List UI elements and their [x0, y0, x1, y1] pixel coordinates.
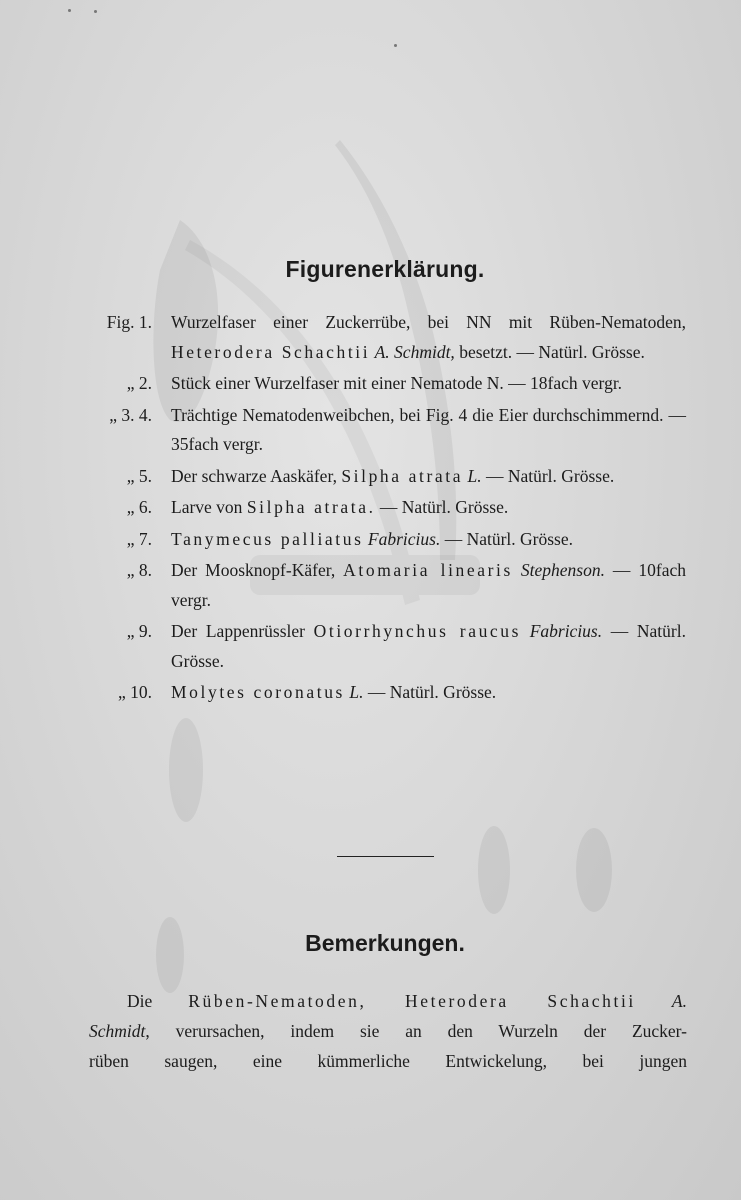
figure-description	[171, 308, 686, 367]
figure-description	[171, 617, 686, 676]
figure-number: „ 9.	[126, 621, 152, 641]
text-run: rüben saugen, eine kümmerliche Entwickelung, bei jungen	[89, 1051, 687, 1071]
figure-number: „ 8.	[126, 560, 152, 580]
text-run: Die	[127, 991, 189, 1011]
text-run: — Natürl. Grösse.	[481, 465, 615, 486]
author-name: Stephenson.	[520, 560, 605, 580]
text-run: — 10fach vergr.	[171, 560, 686, 610]
paragraph-line	[89, 1016, 687, 1046]
figure-entry	[0, 462, 741, 492]
figure-entry	[0, 525, 741, 555]
figure-number: „ 6.	[126, 497, 152, 517]
text-run: — Natürl. Grösse.	[440, 528, 574, 549]
figure-description	[171, 401, 686, 460]
figure-number: „ 10.	[117, 682, 152, 702]
speck	[94, 10, 97, 13]
figure-list	[0, 308, 741, 710]
text-run: Stück einer Wurzelfaser mit einer Nematode N. — 18fach vergr.	[171, 373, 623, 393]
species-name: Otiorrhynchus raucus	[313, 621, 522, 641]
author-name: L.	[467, 465, 482, 486]
species-name: Rüben-Nematoden, Heterodera Schachtii	[188, 991, 636, 1011]
species-name: Tanymecus palliatus	[171, 528, 364, 549]
figure-number: „ 5.	[126, 465, 152, 486]
figure-number: „ 2.	[126, 373, 152, 393]
species-name: Molytes coronatus	[171, 682, 345, 702]
figure-entry	[0, 556, 741, 615]
species-name: Silpha atrata.	[246, 497, 376, 517]
remarks-heading: Bemerkungen.	[305, 930, 465, 956]
figure-entry	[0, 308, 741, 367]
figure-description	[171, 678, 686, 708]
author-name: A.	[671, 991, 687, 1011]
author-name: Fabricius.	[529, 621, 603, 641]
paragraph-line	[89, 1046, 687, 1076]
author-name: Fabricius.	[367, 528, 441, 549]
text-run: — Natürl. Grösse.	[363, 682, 497, 702]
text-run: — Natürl. Grösse.	[171, 621, 686, 671]
figure-description	[171, 525, 686, 555]
figure-description	[171, 369, 686, 399]
figure-description	[171, 556, 686, 615]
paragraph-line	[89, 986, 687, 1016]
text-run: Der Lappenrüssler	[171, 621, 314, 641]
figure-entry	[0, 493, 741, 523]
text-run	[513, 560, 521, 580]
text-run: , verursachen, indem sie an den Wurzeln der Zucker-	[145, 1021, 687, 1041]
figure-entry	[0, 401, 741, 460]
text-run: Larve von	[171, 497, 247, 517]
figure-description	[171, 493, 686, 523]
species-name: Silpha atrata	[341, 465, 464, 486]
text-run	[521, 621, 530, 641]
figure-entry	[0, 617, 741, 676]
text-run: Wurzelfaser einer Zuckerrübe, bei NN mit Rüben-Nematoden,	[171, 312, 686, 332]
species-name: Heterodera Schachtii	[171, 341, 371, 362]
text-run: Der schwarze Aaskäfer,	[171, 465, 342, 486]
figure-number: „ 7.	[126, 528, 152, 549]
species-name: Atomaria linearis	[343, 560, 513, 580]
figure-number: „ 3. 4.	[109, 404, 152, 425]
figure-number: Fig. 1.	[106, 312, 152, 332]
text-run: Trächtige Nematodenweibchen, bei Fig. 4 die Eier durchschimmernd. — 35fach vergr.	[171, 404, 686, 454]
author-name: Schmidt	[89, 1021, 146, 1041]
remarks-paragraph	[89, 986, 687, 1076]
text-run: besetzt. — Natürl. Grösse.	[454, 341, 645, 362]
speck	[68, 9, 71, 12]
speck	[394, 44, 397, 47]
page-title: Figurenerklärung.	[285, 256, 485, 282]
figure-entry	[0, 678, 741, 708]
author-name: A. Schmidt,	[374, 341, 455, 362]
figure-description	[171, 462, 686, 492]
text-run: Der Moosknopf-Käfer,	[171, 560, 344, 580]
section-divider	[337, 856, 434, 857]
author-name: L.	[349, 682, 364, 702]
figure-entry	[0, 369, 741, 399]
text-run: — Natürl. Grösse.	[375, 497, 509, 517]
text-run	[636, 991, 672, 1011]
